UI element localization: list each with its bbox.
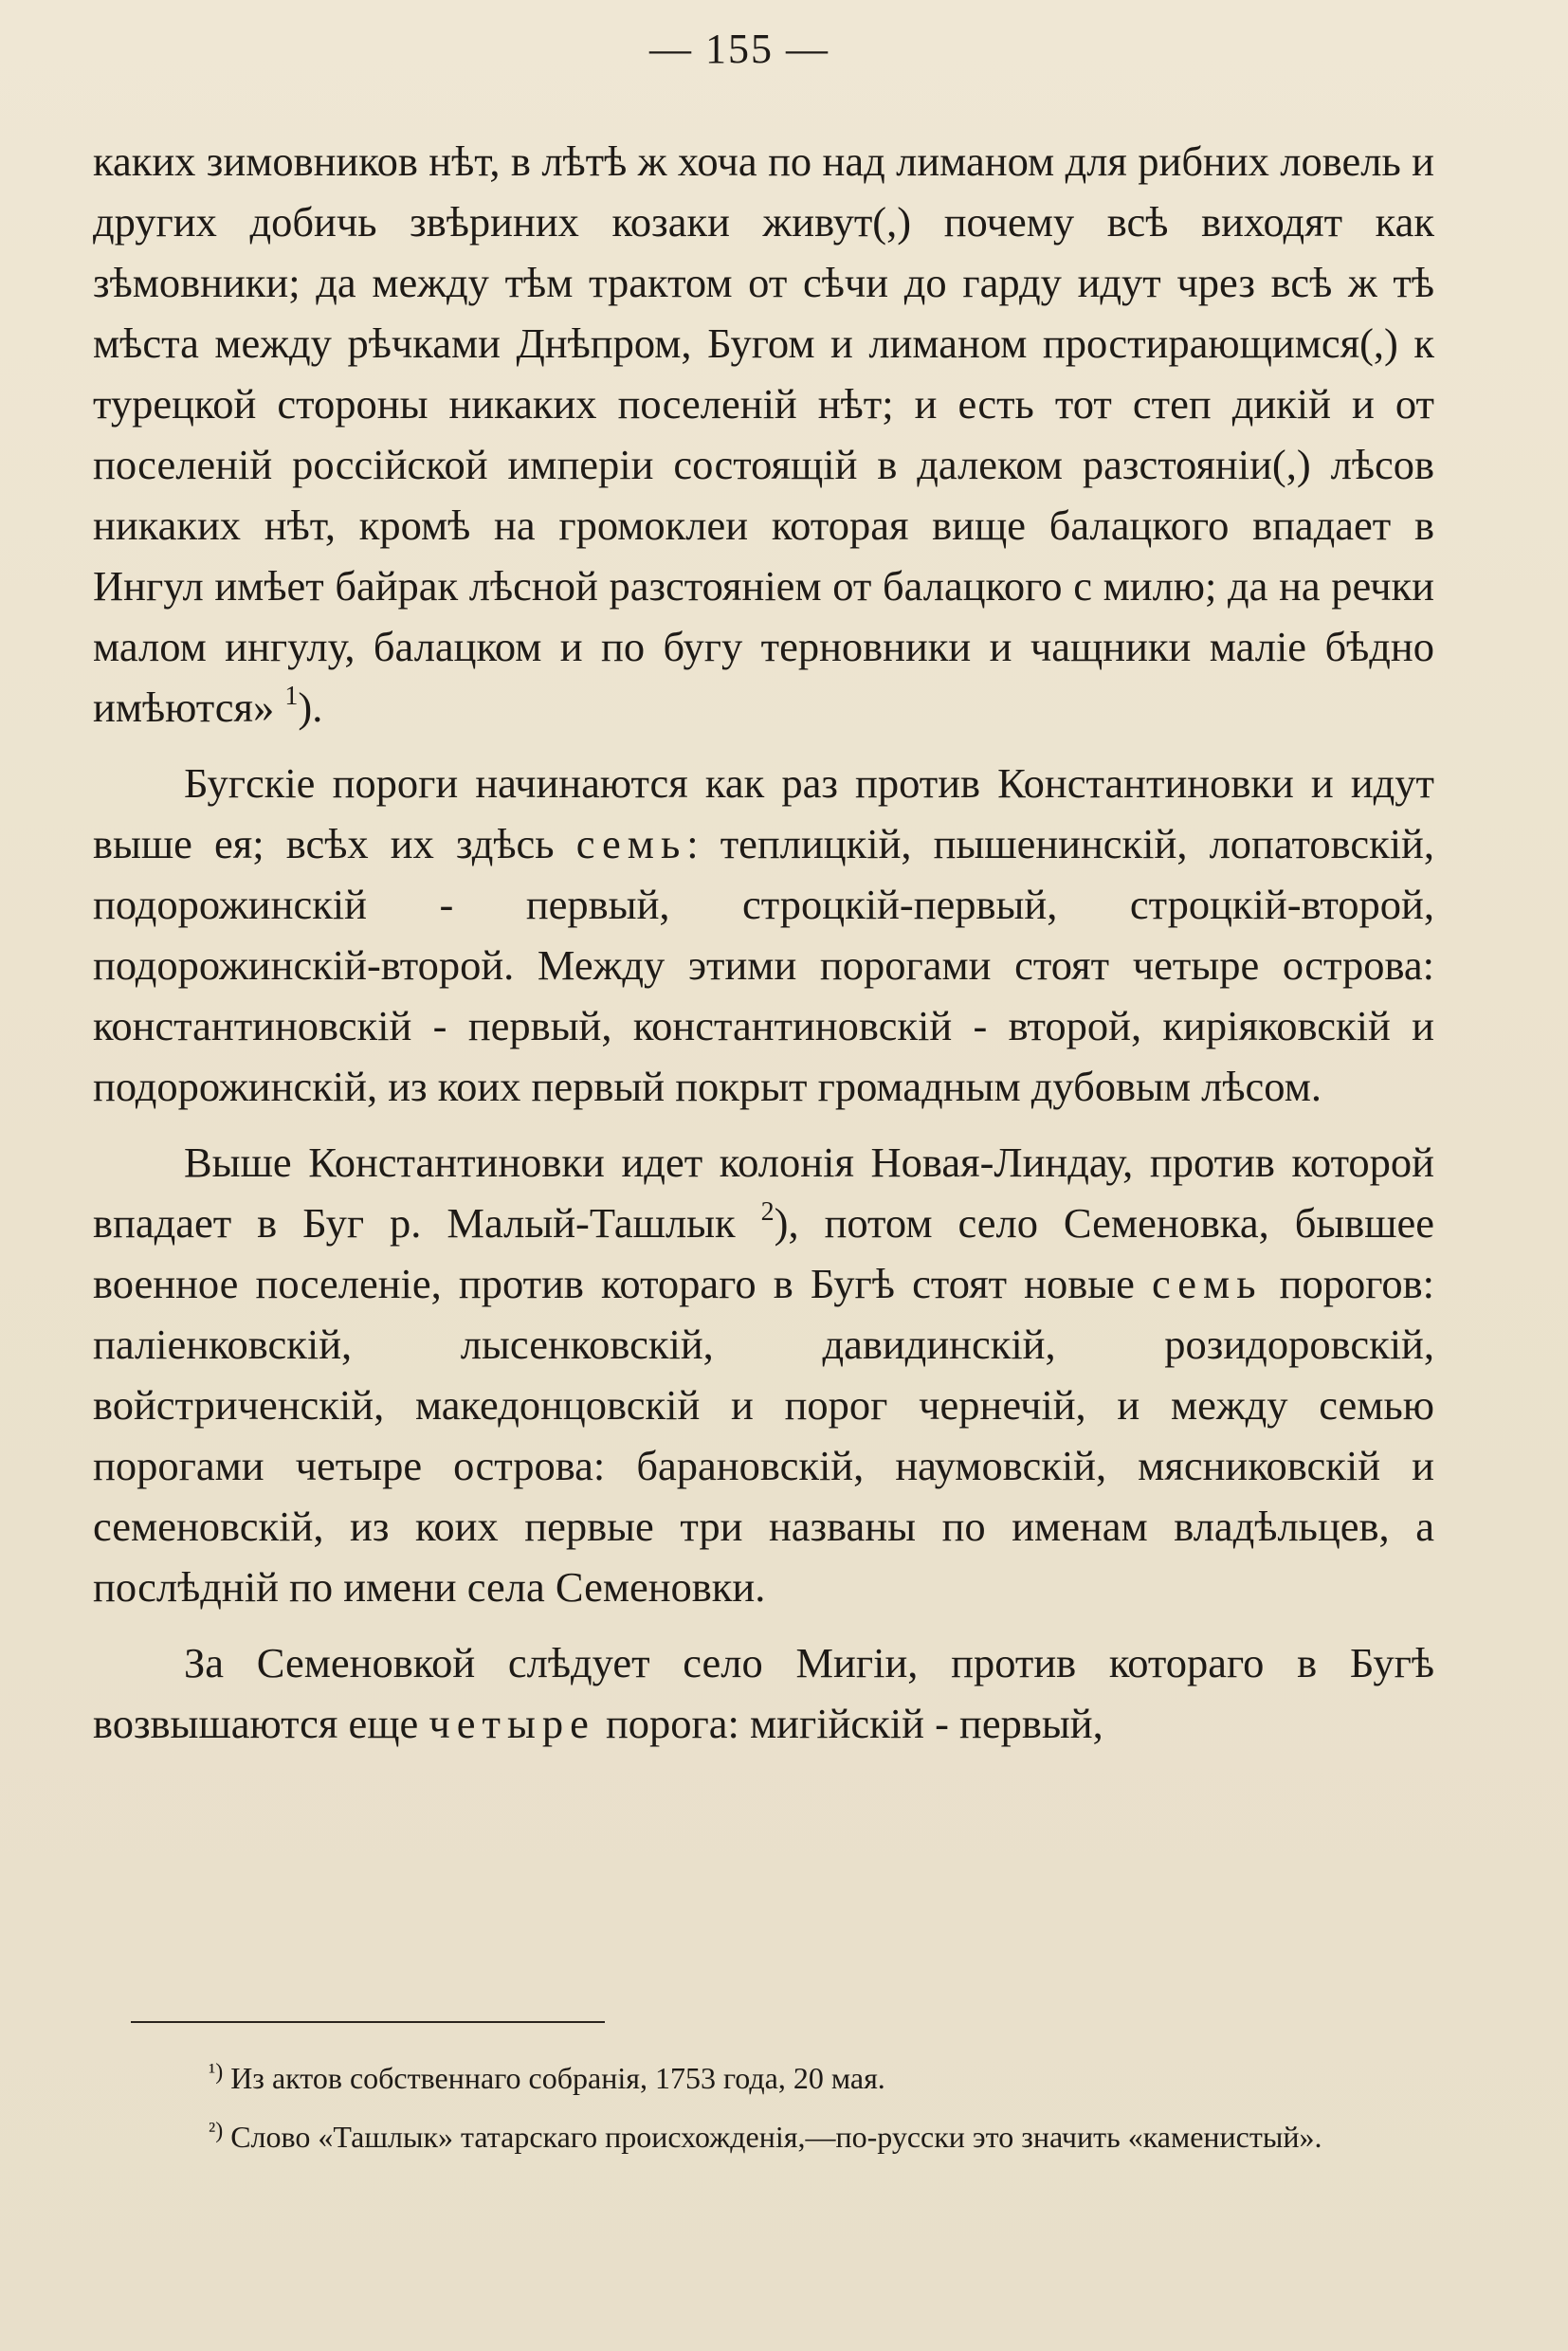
footnote-2	[118, 2112, 1435, 2161]
footnote-mark: ¹)	[209, 2060, 224, 2085]
paragraph-text: порогов: палiенковскiй, лысенковскiй, давидинскiй, розидоровскiй, войстриченскiй, македонцовскiй и порог чернечiй, и между семью порогами четыре острова: барановскiй, наумовскiй, мясниковскiй и семеновскiй, из коих первые три названы по именам владѣльцев, а послѣднiй по имени села Семеновки.	[93, 1260, 1435, 1611]
paragraph-text: Бугскiе пороги начинаются как раз против Константиновки и идут выше ея; всѣх их здѣсь	[93, 759, 1434, 867]
footnote-ref-2: 2	[760, 1197, 775, 1227]
paragraph-text: ), потом село Семеновка, бывшее военное поселенiе, против котораго в Бугѣ стоят новые	[93, 1199, 1435, 1307]
footnote-divider	[131, 2021, 605, 2023]
footnote-ref-1: 1	[284, 682, 299, 711]
paragraph-text: За Семеновкой слѣдует село Мигiи, против котораго в Бугѣ возвышаются еще	[93, 1639, 1434, 1747]
paragraph-text: каких зимовников нѣт, в лѣтѣ ж хоча по над лиманом для рибних ловель и других добичь звѣриних козаки живут(,) почему всѣ виходят как зѣмовники; да между тѣм трактом от сѣчи до гарду идут чрез всѣ ж тѣ мѣста между рѣчками Днѣпром, Бугом и лиманом простирающимся(,) к турецкой стороны никаких поселенiй нѣт; и есть тот степ дикiй и от поселенiй россiйской имперiи состоящiй в далеком разстоянiи(,) лѣсов никаких нѣт, кромѣ на громоклеи которая вище балацкого впадает в Ингул имѣет байрак лѣсной разстоянiем от балацкого с милю; да на речки малом ингулу, балацком и по бугу терновники и чащники малiе бѣдно имѣются»	[93, 137, 1434, 731]
paragraph-after-semenovka	[93, 1632, 1434, 1754]
footnotes	[118, 2053, 1435, 2161]
paragraph-text: Выше Константиновки идет колонiя Новая-Линдау, против которой впадает в Буг р. Малый-Ташлык	[93, 1139, 1434, 1247]
paragraph-continuation	[93, 131, 1434, 738]
paragraph-text: ).	[298, 683, 323, 731]
paragraph-text: порога: мигiйскiй - первый,	[605, 1700, 1103, 1747]
footnote-1	[118, 2053, 1435, 2103]
paragraph-text: : теплицкiй, пышенинскiй, лопатовскiй, подорожинскiй - первый, строцкiй-первый, строцкiй-второй, подорожинскiй-второй. Между этими порогами стоят четыре острова: константиновскiй - первый, константиновскiй - второй, кирiяковскiй и подорожинскiй, из коих первый покрыт громадным дубовым лѣсом.	[93, 820, 1435, 1110]
footnote-text: Из актов собственнаго собранiя, 1753 года, 20 мая.	[230, 2061, 885, 2095]
page-number: — 155 —	[649, 26, 830, 72]
spaced-word: семь	[575, 820, 687, 867]
spaced-word: семь	[1152, 1260, 1263, 1307]
paragraph-above-konstantinovka	[93, 1132, 1434, 1617]
paragraph-bug-rapids	[93, 753, 1434, 1117]
footnote-text: Слово «Ташлык» татарскаго происхожденiя,—по-русски это значить «каменистый».	[230, 2120, 1322, 2154]
spaced-word: четыре	[428, 1700, 595, 1747]
main-text	[93, 131, 1434, 1754]
footnote-mark: ²)	[209, 2119, 224, 2143]
